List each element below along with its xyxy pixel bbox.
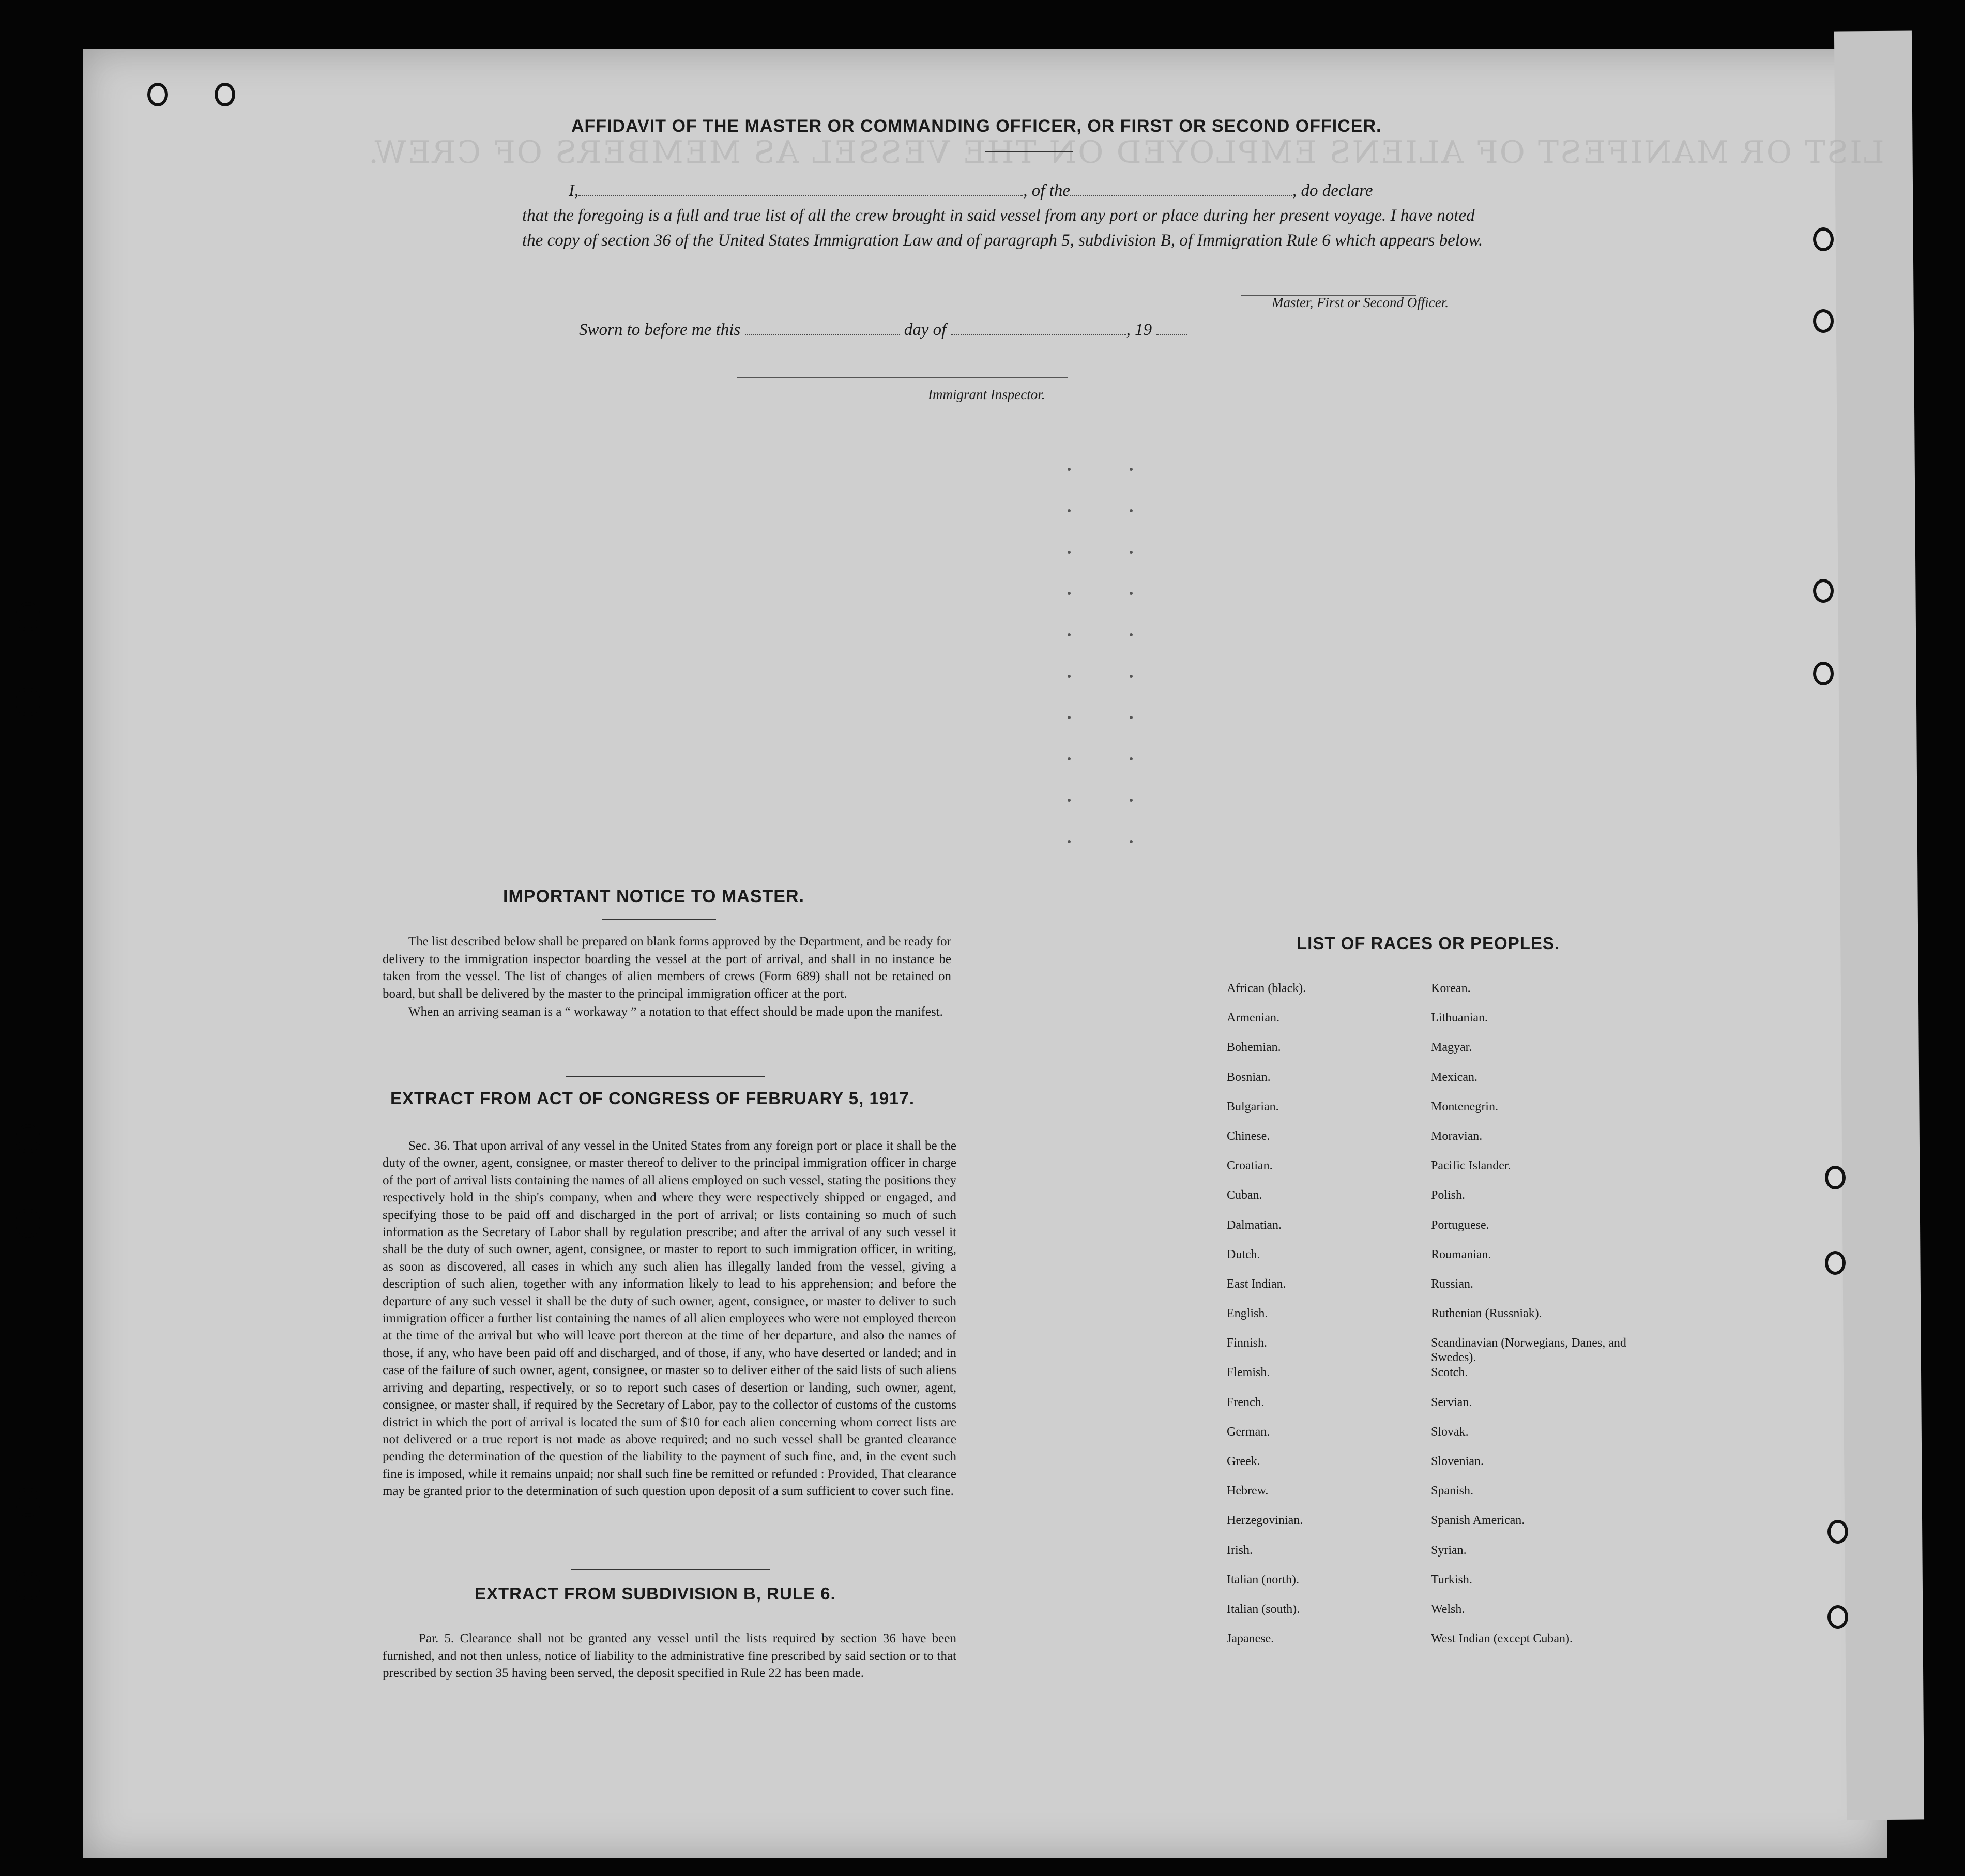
race-item: Hebrew. xyxy=(1227,1484,1269,1498)
race-item: Mexican. xyxy=(1431,1070,1477,1084)
punch-hole xyxy=(215,83,235,106)
race-item: German. xyxy=(1227,1425,1270,1439)
notice-heading: IMPORTANT NOTICE TO MASTER. xyxy=(503,887,804,906)
punch-hole xyxy=(1813,662,1834,685)
bleed-through-title: LIST OR MANIFEST OF ALIENS EMPLOYED ON THE VESSEL AS MEMBERS OF CREW. xyxy=(367,134,1884,171)
race-item: Greek. xyxy=(1227,1455,1260,1468)
race-item: Korean. xyxy=(1431,982,1471,995)
notice-paragraph: The list described below shall be prepared on blank forms approved by the Department, and be ready for delivery to the immigration inspector boarding the vessel at the port of arrival, and shall in no instance be taken from the vessel. The list of changes of alien members of crews (Form 689) shall not be retained on board, but shall be delivered by the master to the principal immigration officer at the port. xyxy=(383,935,951,1001)
race-item: Slovenian. xyxy=(1431,1455,1484,1468)
race-item: Polish. xyxy=(1431,1188,1466,1202)
bleed-dot xyxy=(1130,468,1133,471)
name-blank xyxy=(578,180,1023,196)
race-item: English. xyxy=(1227,1307,1268,1321)
bleed-dot xyxy=(1130,757,1133,760)
race-item: Finnish. xyxy=(1227,1336,1268,1350)
heading-rule xyxy=(985,151,1073,152)
page-edge-strip xyxy=(1834,31,1924,1820)
sworn-line xyxy=(579,319,1187,340)
affidavit-do-declare: , do declare xyxy=(1292,181,1373,200)
race-item: Scandinavian (Norwegians, Danes, and Swedes). xyxy=(1431,1336,1626,1365)
race-item: Lithuanian. xyxy=(1431,1011,1488,1025)
race-item: Irish. xyxy=(1227,1543,1253,1557)
bleed-dot xyxy=(1068,757,1071,760)
race-item: Turkish. xyxy=(1431,1573,1472,1587)
bleed-dot xyxy=(1068,509,1071,512)
paragraph-5: Par. 5. Clearance shall not be granted any vessel until the lists required by section 36 have been furnished, and not then unless, notice of liability to the administrative fine prescribed by said section or to that prescribed by section 35 having been served, the deposit specified in Rule 22 has been made. xyxy=(383,1631,956,1680)
punch-hole xyxy=(1813,227,1834,251)
bleed-dot xyxy=(1068,468,1071,471)
notice-rule xyxy=(602,919,716,920)
race-item: Scotch. xyxy=(1431,1366,1468,1380)
race-item: Armenian. xyxy=(1227,1011,1279,1025)
race-item: Servian. xyxy=(1431,1395,1472,1409)
races-right-column xyxy=(1431,981,1648,1661)
race-item: Dalmatian. xyxy=(1227,1218,1282,1232)
bleed-dot xyxy=(1130,716,1133,719)
race-item: West Indian (except Cuban). xyxy=(1431,1632,1573,1646)
affidavit-text xyxy=(522,178,1489,253)
notice-text xyxy=(383,933,951,1022)
bleed-dot xyxy=(1130,592,1133,595)
race-item: Bulgarian. xyxy=(1227,1100,1279,1114)
bleed-dot xyxy=(1068,675,1071,678)
race-item: Syrian. xyxy=(1431,1543,1467,1557)
bleed-dot xyxy=(1130,840,1133,843)
race-item: Ruthenian (Russniak). xyxy=(1431,1307,1542,1321)
races-left-column xyxy=(1227,981,1444,1661)
race-item: Portuguese. xyxy=(1431,1218,1489,1232)
punch-hole xyxy=(1813,579,1834,603)
bleed-dot xyxy=(1130,675,1133,678)
affidavit-of-the: , of the xyxy=(1023,181,1070,200)
race-item: Pacific Islander. xyxy=(1431,1159,1511,1173)
bleed-dot xyxy=(1068,633,1071,636)
punch-hole xyxy=(1825,1251,1846,1275)
section-rule xyxy=(571,1569,770,1570)
race-item: Spanish. xyxy=(1431,1484,1474,1498)
race-item: Bosnian. xyxy=(1227,1070,1271,1084)
punch-hole xyxy=(16,1124,40,1153)
sworn-year: , 19 xyxy=(1126,321,1152,339)
race-item: East Indian. xyxy=(1227,1277,1286,1291)
affidavit-heading: AFFIDAVIT OF THE MASTER OR COMMANDING OFFICER, OR FIRST OR SECOND OFFICER. xyxy=(571,116,1382,136)
race-item: Slovak. xyxy=(1431,1425,1469,1439)
race-item: Montenegrin. xyxy=(1431,1100,1498,1114)
bleed-dot xyxy=(1068,716,1071,719)
extract-rule-heading: EXTRACT FROM SUBDIVISION B, RULE 6. xyxy=(475,1584,836,1603)
race-item: Flemish. xyxy=(1227,1366,1270,1380)
race-item: French. xyxy=(1227,1395,1265,1409)
extract-act-text xyxy=(383,1137,956,1500)
sworn-date-blank xyxy=(745,319,900,335)
races-heading: LIST OF RACES OR PEOPLES. xyxy=(1297,934,1560,953)
race-item: Bohemian. xyxy=(1227,1041,1281,1055)
race-item: Cuban. xyxy=(1227,1188,1262,1202)
race-item: African (black). xyxy=(1227,982,1306,995)
bleed-dot xyxy=(1068,551,1071,554)
race-item: Moravian. xyxy=(1431,1129,1483,1143)
race-item: Italian (south). xyxy=(1227,1602,1300,1616)
punch-hole xyxy=(1827,1520,1848,1544)
extract-act-heading: EXTRACT FROM ACT OF CONGRESS OF FEBRUARY 5, 1917. xyxy=(390,1089,915,1108)
punch-hole xyxy=(16,1209,40,1238)
section-36-paragraph: Sec. 36. That upon arrival of any vessel in the United States from any foreign port or place it shall be the duty of the owner, agent, consignee, or master thereof to deliver to the principal immigration officer in charge of the port of arrival lists containing the names of all aliens employed on such vessel, stating the positions they respectively hold in the ship's company, when and where they were respectively shipped or engaged, and specifying those to be paid off and discharged in the port of arrival; or lists containing so much of such information as the Secretary of Labor shall by regulation prescribe; and after the arrival of any such vessel it shall be the duty of such owner, agent, consignee, or master to report to such immigration officer, in writing, as soon as discovered, all cases in which any such alien has illegally landed from the vessel, giving a description of such alien, together with any information likely to lead to his apprehension; and before the departure of any such vessel it shall be the duty of such owner, agent, consignee, or master to deliver to such immigration officer a further list containing the names of all alien employees who were not employed thereon at the time of the arrival but who will leave port thereon at the time of her departure, and also the names of those, if any, who have been paid off and discharged, and of those, if any, who have deserted or landed; and in case of the failure of such owner, agent, consignee, or master so to deliver either of the said lists of such aliens arriving and departing, respectively, or so to report such cases of desertion or landing, such owner, agent, consignee, or master shall, if required by the Secretary of Labor, pay to the collector of customs of the customs district in which the port of arrival is located the sum of $10 for each alien concerning whom correct lists are not delivered or a true report is not made as above required; and no such vessel shall be granted clearance pending the determination of the question of the liability to the payment of such fine, and, in the event such fine is imposed, while it remains unpaid; nor shall such fine be remitted or refunded : Provided, That clearance may be granted prior to the determination of such question upon deposit of a sum sufficient to cover such fine. xyxy=(383,1139,956,1499)
notice-paragraph: When an arriving seaman is a “ workaway ” a notation to that effect should be made upon the manifest. xyxy=(408,1005,943,1019)
sworn-year-blank xyxy=(1156,319,1187,335)
punch-hole xyxy=(1813,309,1834,333)
punch-hole xyxy=(16,1572,40,1600)
sworn-day-of: day of xyxy=(904,321,947,339)
extract-rule-text xyxy=(383,1630,956,1682)
punch-hole xyxy=(147,83,168,106)
bleed-dot xyxy=(1130,633,1133,636)
race-item: Herzegovinian. xyxy=(1227,1514,1303,1528)
bleed-dot xyxy=(1130,551,1133,554)
punch-hole xyxy=(16,688,40,716)
inspector-signature-line xyxy=(737,377,1068,378)
affidavit-i: I, xyxy=(569,181,579,200)
punch-hole xyxy=(16,602,40,631)
race-item: Welsh. xyxy=(1431,1602,1465,1616)
race-item: Russian. xyxy=(1431,1277,1474,1291)
race-item: Magyar. xyxy=(1431,1041,1472,1055)
race-item: Chinese. xyxy=(1227,1129,1270,1143)
bleed-dot xyxy=(1130,509,1133,512)
race-item: Dutch. xyxy=(1227,1247,1260,1261)
bleed-dot xyxy=(1068,592,1071,595)
section-rule xyxy=(566,1076,765,1077)
bleed-dot xyxy=(1130,799,1133,802)
punch-hole xyxy=(1825,1166,1846,1189)
master-signature-caption: Master, First or Second Officer. xyxy=(1272,295,1449,310)
punch-hole xyxy=(16,1488,40,1517)
sworn-month-blank xyxy=(951,319,1126,335)
inspector-caption: Immigrant Inspector. xyxy=(928,387,1045,402)
race-item: Italian (north). xyxy=(1227,1573,1299,1587)
race-item: Croatian. xyxy=(1227,1159,1273,1173)
race-item: Spanish American. xyxy=(1431,1514,1525,1528)
affidavit-body: that the foregoing is a full and true list of all the crew brought in said vessel from any port or place during her present voyage. I have noted the copy of section 36 of the United States Immigration Law and of paragraph 5, subdivision B, of Immigration Rule 6 which appears below. xyxy=(522,206,1483,250)
punch-hole xyxy=(1827,1605,1848,1629)
race-item: Roumanian. xyxy=(1431,1247,1491,1261)
sworn-prefix: Sworn to before me this xyxy=(579,321,741,339)
race-item: Japanese. xyxy=(1227,1632,1274,1646)
bleed-dot xyxy=(1068,799,1071,802)
vessel-blank xyxy=(1070,180,1292,196)
bleed-dot xyxy=(1068,840,1071,843)
